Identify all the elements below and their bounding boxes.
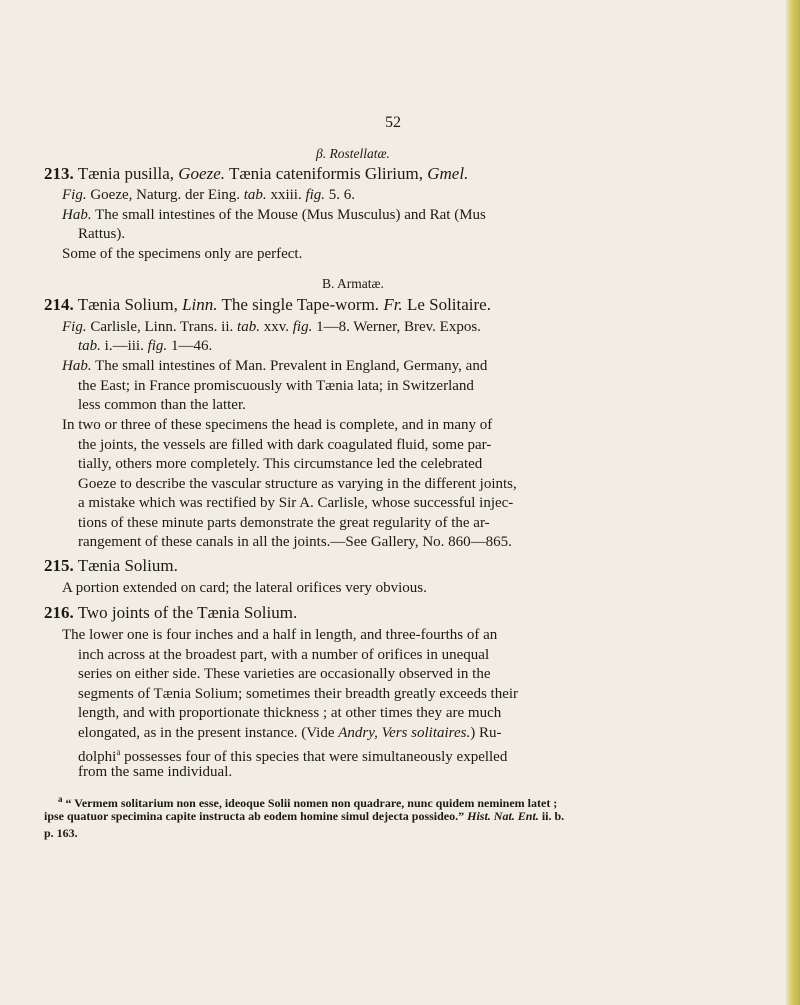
- entry-213-note: Some of the specimens only are perfect.: [62, 246, 303, 262]
- author: Linn.: [182, 295, 218, 314]
- entry-213-title: [44, 165, 468, 183]
- hab-label: Hab.: [62, 358, 92, 374]
- entry-214-body-line: tially, others more completely. This circumstance led the celebrated: [78, 456, 483, 472]
- subsection-heading-rostellatae: β. Rostellatæ.: [316, 146, 390, 161]
- entry-214-figure: Fig. Carlisle, Linn. Trans. ii. tab. xxv. fig. 1—8. Werner, Brev. Expos.: [62, 319, 481, 335]
- entry-215-body: A portion extended on card; the lateral orifices very obvious.: [62, 580, 427, 596]
- entry-215-title: [44, 557, 178, 575]
- synonym: Tænia cateniformis Glirium,: [225, 164, 428, 183]
- footnote-marker: a: [58, 794, 63, 804]
- fig-label: Fig.: [62, 187, 87, 203]
- footnote-line: $^a$ “ Vermem solitarium non esse, ideoque Solii nomen non quadrare, nunc quidem neminem latet ;: [58, 794, 558, 810]
- entry-214-body-line: Goeze to describe the vascular structure as varying in the different joints,: [78, 476, 517, 492]
- species-name: Tænia Solium,: [77, 295, 183, 314]
- entry-214-body-line: a mistake which was rectified by Sir A. Carlisle, whose successful injec-: [78, 495, 514, 511]
- entry-214-habitat: Hab. The small intestines of Man. Prevalent in England, Germany, and: [62, 358, 488, 374]
- entry-216-body-line: elongated, as in the present instance. (Vide Andry, Vers solitaires.) Ru-: [78, 725, 502, 741]
- entry-216-body-line: The lower one is four inches and a half in length, and three-fourths of an: [62, 627, 498, 643]
- entry-216-body-line: segments of Tænia Solium; sometimes their breadth greatly exceeds their: [78, 686, 519, 702]
- footnote-line: p. 163.: [44, 826, 78, 840]
- entry-216-body-line: dolphi$^a$ possesses four of this species that were simultaneously expelled: [78, 747, 508, 765]
- reference-title: Andry, Vers solitaires.: [338, 725, 471, 741]
- hab-label: Hab.: [62, 207, 92, 223]
- entry-213-habitat: Hab. The small intestines of the Mouse (Mus Musculus) and Rat (Mus: [62, 207, 486, 223]
- footnote-line: ipse quatuor specimina capite instructa ab eodem homine simul dejecta possideo.” Hist. Nat. Ent. ii. b.: [44, 809, 565, 823]
- page-number: 52: [385, 114, 401, 131]
- entry-216-body-line: series on either side. These varieties are occasionally observed in the: [78, 666, 491, 682]
- entry-number: 213.: [44, 164, 74, 183]
- author: Goeze.: [178, 164, 226, 183]
- entry-number: 215.: [44, 556, 74, 575]
- entry-216-title: [44, 604, 297, 622]
- entry-214-body-line: the joints, the vessels are filled with dark coagulated fluid, some par-: [78, 437, 492, 453]
- entry-214-figure-cont: tab. i.—iii. fig. 1—46.: [78, 338, 213, 354]
- entry-214-habitat-cont: less common than the latter.: [78, 397, 246, 413]
- entry-213-habitat-cont: Rattus).: [78, 226, 126, 242]
- entry-214-habitat-cont: the East; in France promiscuously with Tænia lata; in Switzerland: [78, 378, 474, 394]
- author: Gmel.: [427, 164, 469, 183]
- entry-216-body-line: from the same individual.: [78, 764, 233, 780]
- entry-214-body-line: tions of these minute parts demonstrate the great regularity of the ar-: [78, 515, 490, 531]
- page-edge: [786, 0, 800, 1005]
- footnote-ref: a: [116, 747, 121, 757]
- entry-216-body-line: length, and with proportionate thickness ; at other times they are much: [78, 705, 502, 721]
- entry-213-figure: Fig. Goeze, Naturg. der Eing. tab. xxiii. fig. 5. 6.: [62, 187, 356, 203]
- section-heading-armatae: B. Armatæ.: [322, 276, 384, 291]
- specimen-title: Two joints of the Tænia Solium.: [77, 603, 298, 622]
- entry-number: 214.: [44, 295, 74, 314]
- species-name: Tænia pusilla,: [77, 164, 179, 183]
- fig-label: Fig.: [62, 319, 87, 335]
- entry-number: 216.: [44, 603, 74, 622]
- entry-214-body-line: rangement of these canals in all the joints.—See Gallery, No. 860—865.: [78, 534, 512, 550]
- species-name: Tænia Solium.: [77, 556, 178, 575]
- entry-216-body-line: inch across at the broadest part, with a number of orifices in unequal: [78, 647, 490, 663]
- entry-214-title: 214. Tænia Solium, Linn. The single Tape-worm. Fr. Le Solitaire.: [44, 295, 491, 314]
- entry-214-body-line: In two or three of these specimens the head is complete, and in many of: [62, 417, 493, 433]
